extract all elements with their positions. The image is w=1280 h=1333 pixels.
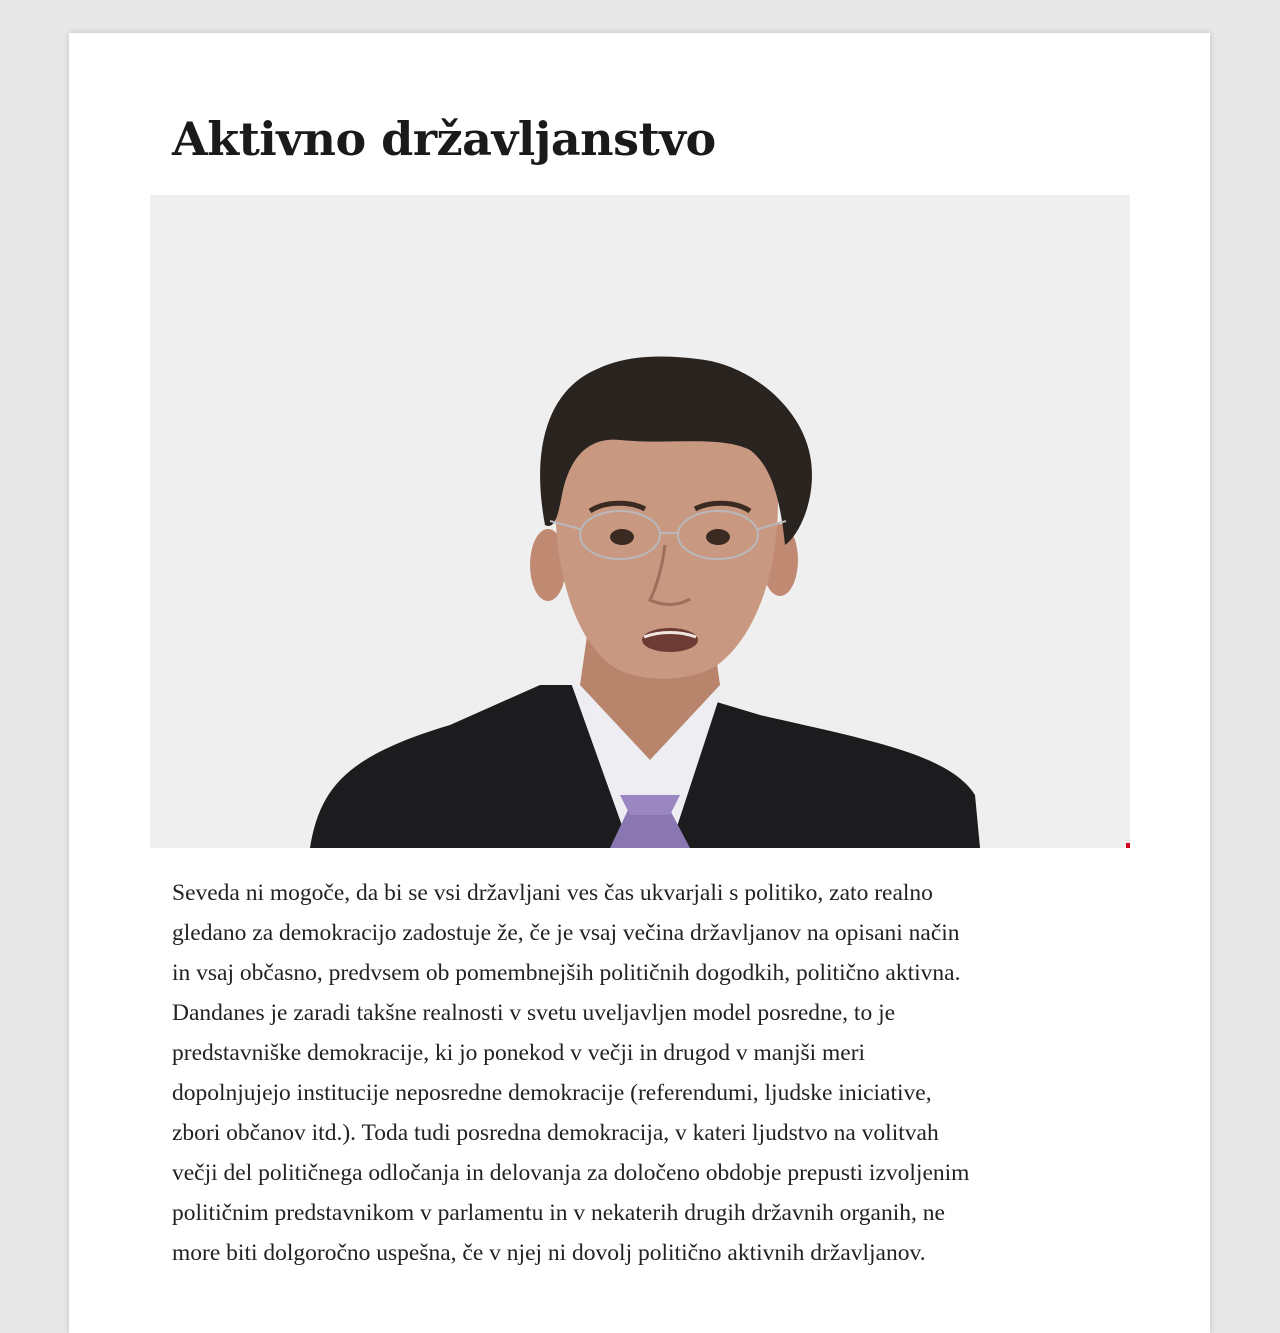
paragraph-line: Dandanes je zaradi takšne realnosti v svetu uveljavljen model posredne, to je bbox=[172, 1000, 896, 1026]
paragraph-line: večji del političnega odločanja in delovanja za določeno obdobje prepusti izvoljenim bbox=[172, 1160, 970, 1186]
paragraph-line: gledano za demokracijo zadostuje že, če je vsaj večina državljanov na opisani način bbox=[172, 920, 960, 946]
paragraph-line: zbori občanov itd.). Toda tudi posredna demokracija, v kateri ljudstvo na volitvah bbox=[172, 1120, 939, 1146]
paragraph-line: predstavniške demokracije, ki jo ponekod v večji in drugod v manjši meri bbox=[172, 1040, 866, 1066]
paragraph-line: Seveda ni mogoče, da bi se vsi državljani ves čas ukvarjali s politiko, zato realno bbox=[172, 880, 933, 906]
paragraph-line: političnim predstavnikom v parlamentu in v nekaterih drugih državnih organih, ne bbox=[172, 1200, 945, 1226]
article-photo bbox=[150, 195, 1130, 848]
article-page bbox=[69, 33, 1210, 1333]
photo-red-mark bbox=[1126, 843, 1130, 848]
paragraph-line: more biti dolgoročno uspešna, če v njej ni dovolj politično aktivnih državljanov. bbox=[172, 1240, 926, 1266]
paragraph-line: dopolnjujejo institucije neposredne demokracije (referendumi, ljudske iniciative, bbox=[172, 1080, 932, 1106]
article-title: Aktivno državljanstvo bbox=[172, 112, 716, 166]
paragraph-line: in vsaj občasno, predvsem ob pomembnejših političnih dogodkih, politično aktivna. bbox=[172, 960, 961, 986]
article-paragraph bbox=[172, 873, 1132, 1273]
